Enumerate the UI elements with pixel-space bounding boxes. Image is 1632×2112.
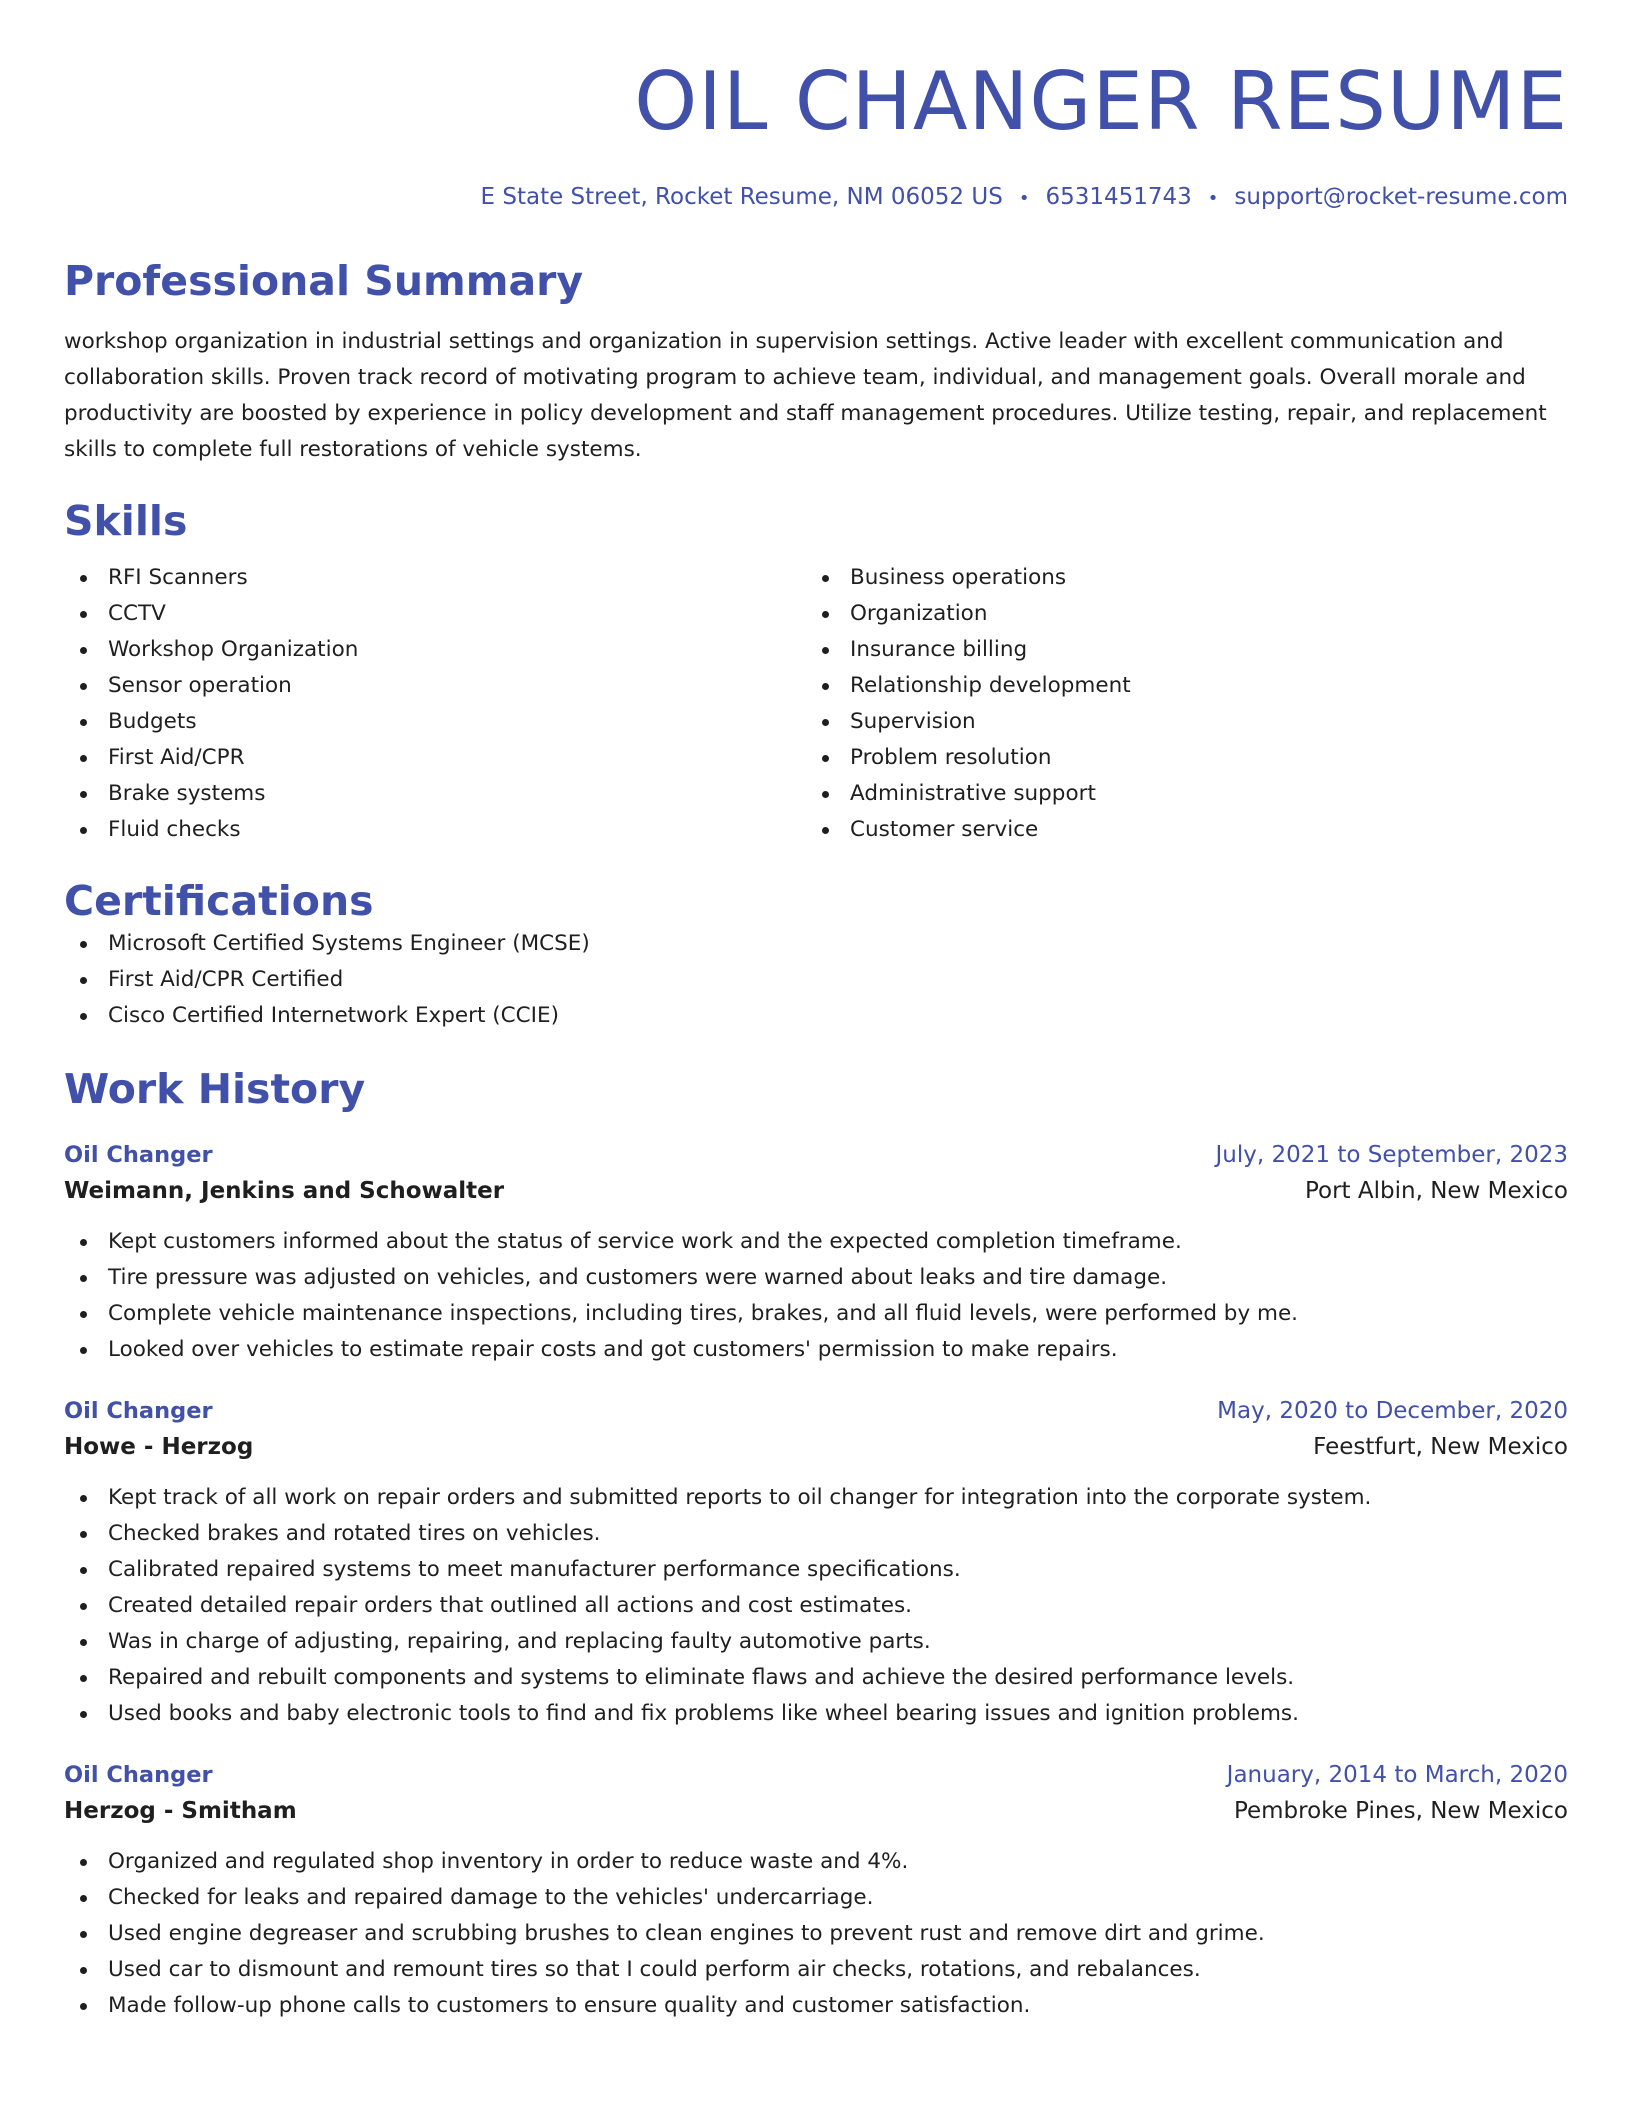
contact-address: E State Street, Rocket Resume, NM 06052 US xyxy=(480,184,1003,210)
job-duty: Looked over vehicles to estimate repair costs and got customers' permission to make repairs. xyxy=(64,1332,1568,1368)
contact-phone: 6531451743 xyxy=(1045,184,1192,210)
job-duty: Complete vehicle maintenance inspections, including tires, brakes, and all fluid levels, were performed by me. xyxy=(64,1296,1568,1332)
job-duty: Used car to dismount and remount tires so that I could perform air checks, rotations, and rebalances. xyxy=(64,1952,1568,1988)
job-duty: Tire pressure was adjusted on vehicles, and customers were warned about leaks and tire damage. xyxy=(64,1260,1568,1296)
certification-item: Cisco Certified Internetwork Expert (CCIE) xyxy=(64,998,1568,1034)
job-duty: Calibrated repaired systems to meet manufacturer performance specifications. xyxy=(64,1552,1568,1588)
work-history-list xyxy=(64,1138,1568,2024)
skill-item: Business operations xyxy=(806,560,1548,596)
skill-item: Budgets xyxy=(64,704,806,740)
skill-item: Relationship development xyxy=(806,668,1548,704)
skill-item: Administrative support xyxy=(806,776,1548,812)
job-title: Oil Changer xyxy=(64,1142,213,1168)
resume-page xyxy=(64,0,1568,2024)
job-entry xyxy=(64,1138,1568,1368)
contact-separator: • xyxy=(1207,188,1219,209)
skills-heading: Skills xyxy=(64,497,188,545)
summary-text: workshop organization in industrial settings and organization in supervision settings. Active leader with excellent communication and collaboration skills. Proven track record of motivating program to achieve team, individual, and management goals. Overall morale and productivity are boosted by experience in policy development and staff management procedures. Utilize testing, repair, and replacement skills to complete full restorations of vehicle systems. xyxy=(64,329,1547,462)
skill-item: RFI Scanners xyxy=(64,560,806,596)
job-title: Oil Changer xyxy=(64,1762,213,1788)
skill-item: Problem resolution xyxy=(806,740,1548,776)
job-duty: Kept customers informed about the status of service work and the expected completion timeframe. xyxy=(64,1224,1568,1260)
job-duty: Used books and baby electronic tools to find and fix problems like wheel bearing issues and ignition problems. xyxy=(64,1696,1568,1732)
certifications-list xyxy=(64,926,1568,1034)
skills-columns xyxy=(64,560,1568,848)
skills-right-list xyxy=(806,560,1548,848)
skill-item: Customer service xyxy=(806,812,1548,848)
contact-line xyxy=(64,182,1568,214)
skill-item: Sensor operation xyxy=(64,668,806,704)
skills-left-column xyxy=(64,560,806,848)
certification-item: Microsoft Certified Systems Engineer (MCSE) xyxy=(64,926,1568,962)
skill-item: CCTV xyxy=(64,596,806,632)
job-duty: Organized and regulated shop inventory in order to reduce waste and 4%. xyxy=(64,1844,1568,1880)
skill-item: Fluid checks xyxy=(64,812,806,848)
certifications-heading: Certifications xyxy=(64,877,374,925)
skill-item: Insurance billing xyxy=(806,632,1548,668)
job-title: Oil Changer xyxy=(64,1398,213,1424)
certification-item: First Aid/CPR Certified xyxy=(64,962,1568,998)
skill-item: Supervision xyxy=(806,704,1548,740)
job-duty: Made follow-up phone calls to customers to ensure quality and customer satisfaction. xyxy=(64,1988,1568,2024)
job-duty: Repaired and rebuilt components and systems to eliminate flaws and achieve the desired performance levels. xyxy=(64,1660,1568,1696)
skill-item: Organization xyxy=(806,596,1548,632)
skill-item: Workshop Organization xyxy=(64,632,806,668)
job-location: Pembroke Pines, New Mexico xyxy=(1233,1798,1568,1824)
job-duty: Used engine degreaser and scrubbing brushes to clean engines to prevent rust and remove dirt and grime. xyxy=(64,1916,1568,1952)
skills-right-column xyxy=(806,560,1548,848)
job-entry xyxy=(64,1758,1568,2024)
job-dates: July, 2021 to September, 2023 xyxy=(1215,1142,1568,1168)
job-duty: Created detailed repair orders that outlined all actions and cost estimates. xyxy=(64,1588,1568,1624)
skills-left-list xyxy=(64,560,806,848)
contact-separator: • xyxy=(1018,188,1030,209)
skill-item: First Aid/CPR xyxy=(64,740,806,776)
contact-email: support@rocket-resume.com xyxy=(1234,184,1568,210)
job-header-row xyxy=(64,1138,1568,1172)
job-duty: Checked for leaks and repaired damage to the vehicles' undercarriage. xyxy=(64,1880,1568,1916)
job-duties xyxy=(64,1844,1568,2024)
job-duties xyxy=(64,1480,1568,1732)
job-location: Port Albin, New Mexico xyxy=(1304,1178,1568,1204)
job-duties xyxy=(64,1224,1568,1368)
work-history-heading: Work History xyxy=(64,1065,366,1113)
job-location: Feestfurt, New Mexico xyxy=(1313,1434,1568,1460)
resume-title: OIL CHANGER RESUME xyxy=(634,55,1568,148)
job-company-row xyxy=(64,1428,1568,1466)
job-header-row xyxy=(64,1758,1568,1792)
job-duty: Kept track of all work on repair orders and submitted reports to oil changer for integration into the corporate system. xyxy=(64,1480,1568,1516)
job-header-row xyxy=(64,1394,1568,1428)
job-company: Weimann, Jenkins and Schowalter xyxy=(64,1178,505,1204)
job-duty: Was in charge of adjusting, repairing, and replacing faulty automotive parts. xyxy=(64,1624,1568,1660)
job-dates: January, 2014 to March, 2020 xyxy=(1226,1762,1568,1788)
job-dates: May, 2020 to December, 2020 xyxy=(1217,1398,1568,1424)
skill-item: Brake systems xyxy=(64,776,806,812)
job-company-row xyxy=(64,1172,1568,1210)
job-company: Howe - Herzog xyxy=(64,1434,254,1460)
job-company: Herzog - Smitham xyxy=(64,1798,297,1824)
job-duty: Checked brakes and rotated tires on vehicles. xyxy=(64,1516,1568,1552)
job-entry xyxy=(64,1394,1568,1732)
job-company-row xyxy=(64,1792,1568,1830)
summary-heading: Professional Summary xyxy=(64,257,584,305)
